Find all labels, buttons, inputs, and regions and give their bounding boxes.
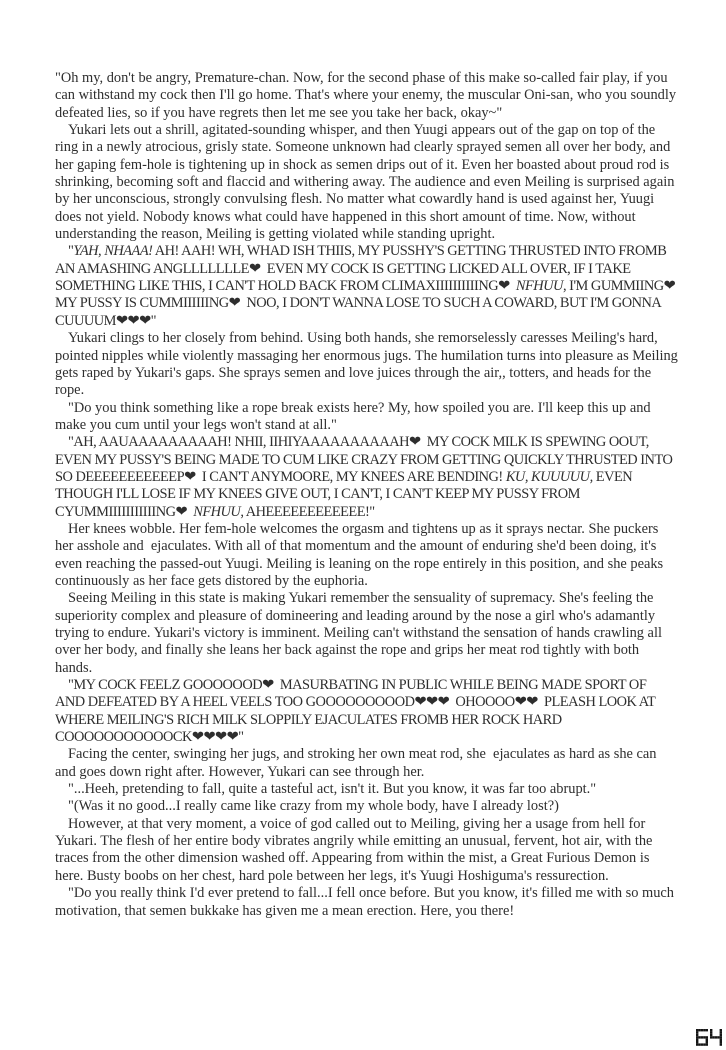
text-run: Facing the center, swinging her jugs, and stroking her own meat rod, she ejaculates as hard as she can and goes down right after. However, Yukari can see through her. <box>55 746 661 780</box>
text-run: However, at that very moment, a voice of god called out to Meiling, giving her a usage from hell for Yukari. The flesh of her entire body vibrates angrily while emitting an unusual, fervent, hot air, with the traces from the other dimension washed off. Appearing from within the mist, a Great Furious Demon is here. Busty boobs on her chest, hard pole between her legs, it's Yuugi Hoshiguma's ressurection. <box>55 815 657 884</box>
text-run: NFHUU <box>515 278 563 295</box>
text-run: , AHEEEEEEEEEEEE!" <box>240 503 375 520</box>
text-run: KU, KUUUUU, <box>505 468 593 485</box>
text-run: Yukari lets out a shrill, agitated-sounding whisper, and then Yuugi appears out of the gap on top of the ring in a newly atrocious, grisly state. Someone unknown had clearly sprayed semen all over her body, and her gaping fem-hole is tightening up in shock as semen drips out of it. Even her boasted about proud rod is shrinking, becoming soft and flaccid and withering away. The audience and even Meiling is surprised again by her unconscious, strongly convulsing flesh. No matter what cowardly hand is used against her, Yuugi does not yield. Nobody knows what could have happened in this short amount of time. Now, without understanding the reason, Meiling is getting violated while standing upright. <box>55 122 679 243</box>
paragraph <box>55 330 682 399</box>
text-run: "Do you really think I'd ever pretend to fall...I fell once before. But you know, it's filled me with so much motivation, that semen bukkake has given me a mean erection. Here, you there! <box>55 885 678 919</box>
paragraph <box>55 677 678 746</box>
paragraph <box>55 521 678 590</box>
text-run: "AH, AAUAAAAAAAAAH! NHII, IIHIYAAAAAAAAAAH❤ MY COCK MILK IS SPEWING OOUT, EVEN MY PUSSY'S BEING MADE TO CUM LIKE CRAZY FROM GETTING QUICKLY THRUSTED INTO SO DEEEEEEEEEEEP❤ I CAN'T ANYMOORE, MY KNEES ARE BENDING! <box>55 434 676 485</box>
page-number-digits <box>696 1029 724 1046</box>
text-run: , I'M GUMMIING❤ MY PUSSY IS CUMMIIIIIING❤ NOO, I DON'T WANNA LOSE TO SUCH A COWARD, BUT I'M GONNA CUUUUM❤❤❤" <box>55 278 682 329</box>
paragraph <box>55 781 678 798</box>
paragraph <box>55 590 678 677</box>
text-run: Her knees wobble. Her fem-hole welcomes the orgasm and tightens up as it sprays nectar. She puckers her asshole and ejaculates. With all of that momentum and the amount of enduring she'd been doing, it's even reaching the passed-out Yuugi. Meiling is leaning on the rope entirely in this position, and she peaks continuously as her face gets distored by the euphoria. <box>55 520 667 589</box>
text-run: "Oh my, don't be angry, Premature-chan. Now, for the second phase of this make so-called fair play, if you can withstand my cock then I'll go home. That's where your enemy, the muscular Oni-san, who you soundly defeated lies, so if you have regrets then let me see you take her back, okay~" <box>55 70 680 121</box>
text-run: EVEN THOUGH I'LL LOSE IF MY KNEES GIVE OUT, I CAN'T, I CAN'T KEEP MY PUSSY FROM CYUMMIIIIIIIIIIING❤ <box>55 468 635 520</box>
paragraph <box>55 243 682 330</box>
text-run: Seeing Meiling in this state is making Yukari remember the sensuality of supremacy. She's feeling the superiority complex and pleasure of domineering and leading around by the nose a girl who's adamantly trying to endure. Yukari's victory is imminent. Meiling can't withstand the sensation of hands crawling all over her body, and finally she leans her back against the rope and grips her meat rod tightly with both hands. <box>55 590 666 676</box>
paragraph <box>55 400 678 435</box>
text-run: AH! AAH! WH, WHAD ISH THIIS, MY PUSSHY'S GETTING THRUSTED INTO FROMB AN AMASHING ANGLLLLLLLE❤ EVEN MY COCK IS GETTING LICKED ALL OVER, IF I TAKE SOMETHING LIKE THIS, I CAN'T HOLD BACK FROM CLIMAXIIIIIIIIIING❤ <box>55 243 669 295</box>
paragraph <box>55 798 678 815</box>
text-run: " <box>68 243 74 260</box>
paragraph <box>55 885 678 920</box>
story-text <box>55 70 682 920</box>
text-run: Yukari clings to her closely from behind. Using both hands, she remorselessly caresses Meiling's hard, pointed nipples while violently massaging her enormous jugs. The humilation turns into pleasure as Meiling gets raped by Yukari's gaps. She sprays semen and love juices through the air,, totters, and heads for the rope. <box>55 330 682 399</box>
text-run: NFHUU <box>193 503 241 520</box>
text-run: "(Was it no good...I really came like crazy from my whole body, have I already lost?) <box>68 798 559 815</box>
paragraph <box>55 746 678 781</box>
text-run: "...Heeh, pretending to fall, quite a tasteful act, isn't it. But you know, it was far too abrupt." <box>68 781 597 798</box>
paragraph <box>55 434 678 521</box>
paragraph <box>55 122 678 243</box>
paragraph <box>55 70 678 122</box>
page-number <box>696 1029 722 1046</box>
text-run: "Do you think something like a rope break exists here? My, how spoiled you are. I'll keep this up and make you cum until your legs won't stand at all." <box>55 399 655 433</box>
text-run: "MY COCK FEELZ GOOOOOOD❤ MASURBATING IN PUBLIC WHILE BEING MADE SPORT OF AND DEFEATED BY A HEEL VEELS TOO GOOOOOOOOOD❤❤❤ OHOOOO❤❤ PLEASH LOOK AT WHERE MEILING'S RICH MILK SLOPPILY EJACULATES FROMB HER ROCK HARD COOOOOOOOOOOCK❤❤❤❤" <box>55 677 658 746</box>
text-run: YAH, NHAAA! <box>73 243 153 260</box>
paragraph <box>55 816 678 885</box>
